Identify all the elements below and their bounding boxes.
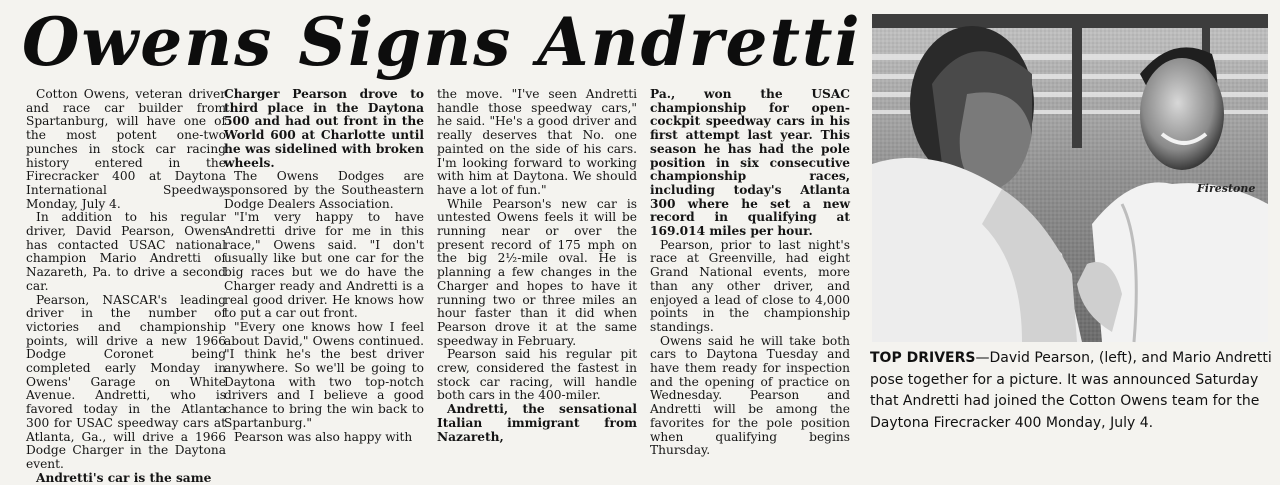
article-paragraph: Pa., won the USAC championship for open-cockpit speedway cars in his first attempt last year. This season he has had the pole position in six consecutive championship races, including today's Atlanta 300 where he set a new record in qualifying at 169.014 miles per hour.	[650, 87, 850, 239]
article-paragraph: "Every one knows how I feel about David," Owens continued. "I think he's the best driver anywhere. So we'll be going to Daytona with two top-notch drivers and I believe a good chance to bring the win back to Spartanburg."	[224, 319, 424, 430]
article-paragraph: Charger Pearson drove to third place in the Daytona 500 and had out front in the World 600 at Charlotte until he was sidelined with broken wheels.	[224, 87, 424, 170]
caption-lead: TOP DRIVERS	[870, 350, 976, 366]
article-paragraph: Pearson was also happy with	[234, 429, 413, 444]
photo-caption	[870, 348, 1272, 464]
article-paragraph: Andretti, the sensational Italian immigrant from Nazareth,	[437, 402, 637, 444]
article-paragraph: In addition to his regular driver, David Pearson, Owens has contacted USAC national champion Mario Andretti of Nazareth, Pa. to drive a second car.	[26, 210, 226, 293]
drivers-photo	[872, 14, 1268, 342]
jacket-text: Firestone	[1197, 182, 1256, 195]
article-column-4	[650, 88, 850, 468]
article-paragraph: "I'm very happy to have Andretti drive for me in this race," Owens said. "I don't usually like but one car for the big races but we do have the Charger ready and Andretti is a real good driver. He knows how to put a car out front.	[224, 210, 424, 321]
article-paragraph: Owens said he will take both cars to Daytona Tuesday and have them ready for inspection and the opening of practice on Wednesday. Pearson and Andretti will be among the favorites for the pole position when qualifying begins Thursday.	[650, 333, 850, 458]
article-column-2	[224, 88, 424, 468]
article-paragraph: Pearson said his regular pit crew, considered the fastest in stock car racing, will handle both cars in the 400-miler.	[437, 347, 637, 403]
article-column-1	[26, 87, 226, 485]
article-paragraph: While Pearson's new car is untested Owens feels it will be running near or over the present record of 175 mph on the big 2½-mile oval. He is planning a few changes in the Charger and hopes to have it running two or three miles an hour faster than it did when Pearson drove it at the same speedway in February.	[437, 196, 637, 348]
article-column-3	[437, 88, 637, 468]
article-paragraph: Pearson, prior to last night's race at Greenville, had eight Grand National events, more than any other driver, and enjoyed a lead of close to 4,000 points in the championship standings.	[650, 237, 850, 334]
caption-text: —David Pearson, (left), and Mario Andretti pose together for a picture. It was announced Saturday that Andretti had joined the Cotton Owens team for the Daytona Firecracker 400 Monday, July 4.	[870, 350, 1272, 431]
article-paragraph: Andretti's car is the same	[36, 470, 212, 485]
article-paragraph: The Owens Dodges are sponsored by the Southeastern Dodge Dealers Association.	[224, 169, 424, 211]
article-paragraph: Cotton Owens, veteran driver and race car builder from Spartanburg, will have one of the most potent one-two punches in stock car racing history entered in the Firecracker 400 at Daytona International Speedway Monday, July 4.	[26, 87, 226, 211]
article-paragraph: Pearson, NASCAR's leading driver in the number of victories and championship points, will drive a new 1966 Dodge Coronet being completed early Monday in Owens' Garage on White Avenue. Andretti, who is favored today in the Atlanta 300 for USAC speedway cars at Atlanta, Ga., will drive a 1966 Dodge Charger in the Daytona event.	[26, 292, 226, 471]
article-paragraph: the move. "I've seen Andretti handle those speedway cars," he said. "He's a good driver and really deserves that No. one painted on the side of his cars. I'm looking forward to working with him at Daytona. We should have a lot of fun."	[437, 87, 637, 197]
headline: Owens Signs Andretti	[22, 3, 862, 81]
